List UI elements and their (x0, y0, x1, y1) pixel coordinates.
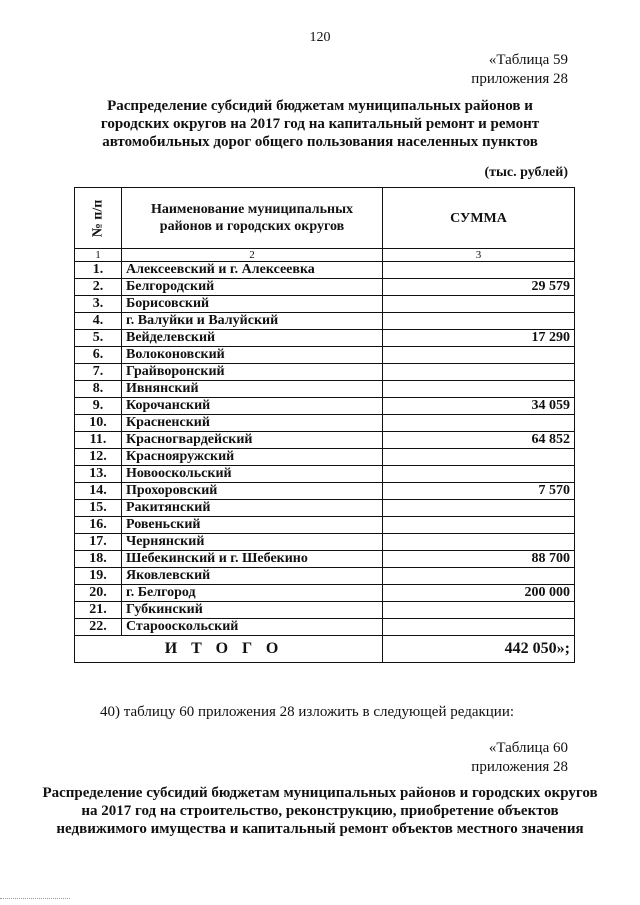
header-name: Наименование муниципальных районов и городских округов (121, 188, 382, 249)
row-sum (383, 466, 575, 483)
row-name: Корочанский (121, 398, 382, 415)
page-number: 120 (309, 30, 331, 45)
row-num: 13. (75, 466, 122, 483)
row-num: 5. (75, 330, 122, 347)
row-num: 1. (75, 262, 122, 279)
row-name: г. Валуйки и Валуйский (121, 313, 382, 330)
row-name: Вейделевский (121, 330, 382, 347)
row-sum (383, 347, 575, 364)
table60-ref-line2: приложения 28 (471, 759, 568, 775)
table59-ref-line1: «Таблица 59 (488, 52, 568, 68)
row-name: Прохоровский (121, 483, 382, 500)
row-name: Белгородский (121, 279, 382, 296)
row-sum (383, 534, 575, 551)
row-num: 10. (75, 415, 122, 432)
table-row (75, 500, 575, 517)
table-row (75, 398, 575, 415)
table-row (75, 262, 575, 279)
row-sum: 64 852 (383, 432, 575, 449)
row-name: Чернянский (121, 534, 382, 551)
table-row (75, 415, 575, 432)
table-row (75, 347, 575, 364)
row-name: Алексеевский и г. Алексеевка (121, 262, 382, 279)
total-label: ИТОГО (75, 636, 383, 663)
table-row (75, 313, 575, 330)
row-name: Волоконовский (121, 347, 382, 364)
row-sum: 29 579 (383, 279, 575, 296)
row-num: 3. (75, 296, 122, 313)
table-row (75, 551, 575, 568)
row-sum (383, 500, 575, 517)
table-row (75, 364, 575, 381)
row-num: 19. (75, 568, 122, 585)
row-sum (383, 415, 575, 432)
table-row (75, 619, 575, 636)
row-num: 15. (75, 500, 122, 517)
row-name: Губкинский (121, 602, 382, 619)
row-sum (383, 313, 575, 330)
table-row (75, 534, 575, 551)
col-index-1: 1 (75, 249, 122, 262)
row-num: 21. (75, 602, 122, 619)
row-num: 2. (75, 279, 122, 296)
row-sum (383, 619, 575, 636)
row-sum (383, 364, 575, 381)
table60-title-line2: на 2017 год на строительство, реконструкцию, приобретение объектов (81, 803, 559, 819)
total-value: 442 050»; (383, 636, 575, 663)
row-num: 9. (75, 398, 122, 415)
row-sum (383, 602, 575, 619)
col-index-3: 3 (383, 249, 575, 262)
table-row (75, 296, 575, 313)
row-num: 18. (75, 551, 122, 568)
table-row (75, 602, 575, 619)
row-sum (383, 568, 575, 585)
col-index-2: 2 (121, 249, 382, 262)
row-num: 16. (75, 517, 122, 534)
row-name: Краснояружский (121, 449, 382, 466)
row-sum: 7 570 (383, 483, 575, 500)
header-sum: СУММА (383, 188, 575, 249)
table-row (75, 483, 575, 500)
header-num-text: № п/п (90, 199, 106, 237)
row-name: Новооскольский (121, 466, 382, 483)
table-row (75, 330, 575, 347)
subsidy-table (74, 187, 575, 663)
table-body (75, 262, 575, 636)
table59-title-line3: автомобильных дорог общего пользования населенных пунктов (102, 134, 538, 150)
row-num: 12. (75, 449, 122, 466)
header-num (75, 188, 122, 249)
row-num: 4. (75, 313, 122, 330)
row-sum (383, 262, 575, 279)
row-name: Яковлевский (121, 568, 382, 585)
table-row (75, 381, 575, 398)
table-row (75, 466, 575, 483)
table59-title-line1: Распределение субсидий бюджетам муниципальных районов и (107, 98, 533, 114)
table59-title-line2: городских округов на 2017 год на капитальный ремонт и ремонт (100, 116, 540, 132)
row-name: Красногвардейский (121, 432, 382, 449)
row-name: Ровеньский (121, 517, 382, 534)
row-sum (383, 449, 575, 466)
table-row (75, 568, 575, 585)
row-num: 11. (75, 432, 122, 449)
row-num: 22. (75, 619, 122, 636)
row-name: Ивнянский (121, 381, 382, 398)
row-name: Борисовский (121, 296, 382, 313)
row-sum: 200 000 (383, 585, 575, 602)
row-num: 8. (75, 381, 122, 398)
row-name: Грайворонский (121, 364, 382, 381)
table59-ref-line2: приложения 28 (471, 71, 568, 87)
table60-title-line1: Распределение субсидий бюджетам муниципальных районов и городских округов (42, 785, 598, 801)
row-name: г. Белгород (121, 585, 382, 602)
table60-ref-line1: «Таблица 60 (488, 740, 568, 756)
row-name: Шебекинский и г. Шебекино (121, 551, 382, 568)
total-row (75, 636, 575, 663)
table-row (75, 517, 575, 534)
table60-title-line3: недвижимого имущества и капитальный ремонт объектов местного значения (56, 821, 584, 837)
table-row (75, 585, 575, 602)
row-sum: 17 290 (383, 330, 575, 347)
row-name: Красненский (121, 415, 382, 432)
row-num: 14. (75, 483, 122, 500)
row-sum (383, 517, 575, 534)
row-num: 7. (75, 364, 122, 381)
instruction-text: 40) таблицу 60 приложения 28 изложить в следующей редакции: (100, 704, 515, 720)
table-row (75, 279, 575, 296)
row-sum (383, 381, 575, 398)
row-sum: 88 700 (383, 551, 575, 568)
table-row (75, 432, 575, 449)
units-label: (тыс. рублей) (484, 165, 568, 180)
table-row (75, 449, 575, 466)
row-num: 17. (75, 534, 122, 551)
row-name: Ракитянский (121, 500, 382, 517)
footer-divider (0, 898, 70, 899)
row-num: 6. (75, 347, 122, 364)
row-name: Старооскольский (121, 619, 382, 636)
row-sum (383, 296, 575, 313)
row-sum: 34 059 (383, 398, 575, 415)
row-num: 20. (75, 585, 122, 602)
